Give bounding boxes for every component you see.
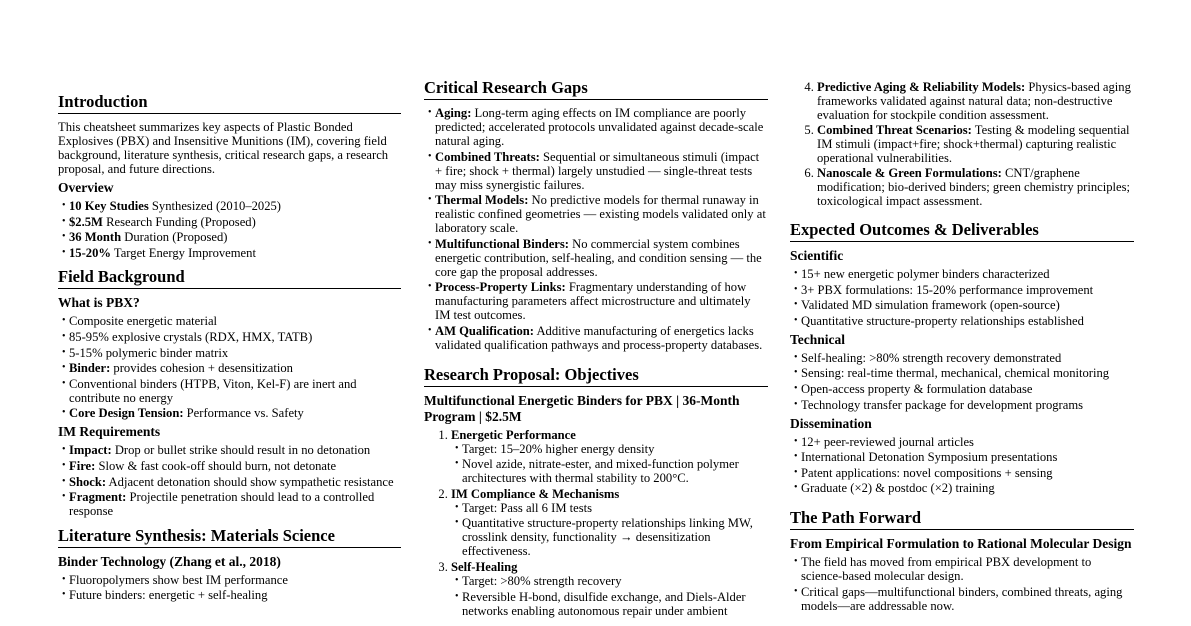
- column-left: [58, 92, 401, 604]
- scientific-title: Scientific: [790, 248, 844, 263]
- objective-item: 4. Predictive Aging & Reliability Models: Physics-based aging frameworks validated against natural data; non-destructive evaluation for stockpile condition assessment.: [817, 80, 1134, 122]
- list-item: • The field has moved from empirical PBX development to science-based molecular design.: [801, 555, 1134, 583]
- im-list: [58, 443, 401, 518]
- objective-item: 1. Energetic Performance • Target: 15–20% higher energy density • Novel azide, nitrate-ester, and mixed-function polymer architectures with thermal stability to 200°C.: [451, 428, 768, 486]
- list-item: • Combined Threats: Sequential or simultaneous stimuli (impact + fire; shock + thermal) largely unstudied — single-threat tests may miss synergistic failures.: [435, 150, 768, 192]
- scientific-list: [790, 267, 1134, 328]
- list-item: • Target: >80% strength recovery: [462, 574, 768, 588]
- im-title: IM Requirements: [58, 424, 161, 440]
- list-item: • Self-healing: >80% strength recovery demonstrated: [801, 351, 1134, 365]
- list-item: • Target: 15–20% higher energy density: [462, 442, 768, 456]
- list-item: • Quantitative structure-property relationships linking MW, crosslink density, functionality → desensitization effectiveness.: [462, 516, 768, 558]
- proposal-subtitle: Multifunctional Energetic Binders for PBX | 36-Month Program | $2.5M: [424, 392, 740, 424]
- list-item: • Process-Property Links: Fragmentary understanding of how manufacturing parameters affect microstructure and ultimately IM test outcomes.: [435, 280, 768, 322]
- overview-title: Overview: [58, 180, 114, 195]
- list-item: • Patent applications: novel compositions + sensing: [801, 466, 1134, 480]
- proposal-title: Research Proposal: Objectives: [424, 365, 768, 387]
- gaps-title: Critical Research Gaps: [424, 78, 768, 100]
- overview-list: [58, 199, 401, 260]
- list-item: • Reversible H-bond, disulfide exchange, and Diels-Alder networks enabling autonomous repair under ambient: [462, 590, 768, 618]
- column-right: [790, 80, 1134, 614]
- introduction-title: Introduction: [58, 92, 401, 114]
- list-item: • 5-15% polymeric binder matrix: [69, 346, 401, 360]
- list-item: • Shock: Adjacent detonation should show sympathetic resistance: [69, 475, 401, 489]
- column-middle: [424, 78, 768, 619]
- list-item: • International Detonation Symposium presentations: [801, 450, 1134, 464]
- list-item: • Aging: Long-term aging effects on IM compliance are poorly predicted; accelerated protocols unvalidated against decade-scale natural aging.: [435, 106, 768, 148]
- list-item: • Future binders: energetic + self-healing: [69, 588, 401, 602]
- objectives-list: [424, 428, 768, 618]
- list-item: • Conventional binders (HTPB, Viton, Kel-F) are inert and contribute no energy: [69, 377, 401, 405]
- objective-item: 5. Combined Threat Scenarios: Testing & modeling sequential IM stimuli (impact+fire; shock+thermal) capturing realistic operational vulnerabilities.: [817, 123, 1134, 165]
- objective-item: 3. Self-Healing • Target: >80% strength recovery • Reversible H-bond, disulfide exchange, and Diels-Alder networks enabling autonomous repair under ambient: [451, 560, 768, 618]
- list-item: • 15-20% Target Energy Improvement: [69, 246, 401, 260]
- list-item: • $2.5M Research Funding (Proposed): [69, 215, 401, 229]
- list-item: • Open-access property & formulation database: [801, 382, 1134, 396]
- list-item: • Novel azide, nitrate-ester, and mixed-function polymer architectures with thermal stability to 200°C.: [462, 457, 768, 485]
- path-subtitle: From Empirical Formulation to Rational Molecular Design: [790, 535, 1132, 551]
- path-title: The Path Forward: [790, 508, 1134, 530]
- list-item: • Impact: Drop or bullet strike should result in no detonation: [69, 443, 401, 457]
- list-item: • Binder: provides cohesion + desensitization: [69, 361, 401, 375]
- literature-title: Literature Synthesis: Materials Science: [58, 526, 401, 548]
- list-item: • 36 Month Duration (Proposed): [69, 230, 401, 244]
- pbx-list: [58, 314, 401, 420]
- list-item: • Core Design Tension: Performance vs. Safety: [69, 406, 401, 420]
- binder-title: Binder Technology (Zhang et al., 2018): [58, 553, 281, 569]
- objective-item: 2. IM Compliance & Mechanisms • Target: Pass all 6 IM tests • Quantitative structure-property relationships linking MW, crosslink density, functionality → desensitization effectiveness.: [451, 487, 768, 559]
- list-item: • Target: Pass all 6 IM tests: [462, 501, 768, 515]
- objectives-list-continued: [790, 80, 1134, 208]
- list-item: • Fragment: Projectile penetration should lead to a controlled response: [69, 490, 401, 518]
- dissemination-title: Dissemination: [790, 415, 872, 431]
- binder-list: [58, 573, 401, 603]
- pbx-title: What is PBX?: [58, 295, 140, 311]
- list-item: • Fire: Slow & fast cook-off should burn, not detonate: [69, 459, 401, 473]
- list-item: • Multifunctional Binders: No commercial system combines energetic contribution, self-healing, and condition sensing — the core gap the proposal addresses.: [435, 237, 768, 279]
- list-item: • Composite energetic material: [69, 314, 401, 328]
- list-item: • Fluoropolymers show best IM performance: [69, 573, 401, 587]
- path-list: [790, 555, 1134, 613]
- list-item: • 85-95% explosive crystals (RDX, HMX, TATB): [69, 330, 401, 344]
- objective-item: 6. Nanoscale & Green Formulations: CNT/graphene modification; bio-derived binders; green chemistry principles; toxicological impact assessment.: [817, 166, 1134, 208]
- list-item: • Graduate (×2) & postdoc (×2) training: [801, 481, 1134, 495]
- introduction-text: This cheatsheet summarizes key aspects of Plastic Bonded Explosives (PBX) and Insensitive Munitions (IM), covering field background, literature synthesis, critical research gaps, a research proposal, and future directions.: [58, 120, 389, 176]
- background-title: Field Background: [58, 267, 401, 289]
- technical-title: Technical: [790, 331, 846, 347]
- gaps-list: [424, 106, 768, 352]
- outcomes-title: Expected Outcomes & Deliverables: [790, 220, 1134, 242]
- list-item: • Thermal Models: No predictive models for thermal runaway in realistic confined geometries — existing models validated only at laboratory scale.: [435, 193, 768, 235]
- list-item: • 15+ new energetic polymer binders characterized: [801, 267, 1134, 281]
- list-item: • Quantitative structure-property relationships established: [801, 314, 1134, 328]
- list-item: • 3+ PBX formulations: 15-20% performance improvement: [801, 283, 1134, 297]
- list-item: • Critical gaps—multifunctional binders, combined threats, aging models—are addressable now.: [801, 585, 1134, 613]
- technical-list: [790, 351, 1134, 412]
- list-item: • 10 Key Studies Synthesized (2010–2025): [69, 199, 401, 213]
- list-item: • 12+ peer-reviewed journal articles: [801, 435, 1134, 449]
- list-item: • AM Qualification: Additive manufacturing of energetics lacks validated qualification pathways and process-property databases.: [435, 324, 768, 352]
- list-item: • Sensing: real-time thermal, mechanical, chemical monitoring: [801, 366, 1134, 380]
- list-item: • Technology transfer package for development programs: [801, 398, 1134, 412]
- dissemination-list: [790, 435, 1134, 496]
- list-item: • Validated MD simulation framework (open-source): [801, 298, 1134, 312]
